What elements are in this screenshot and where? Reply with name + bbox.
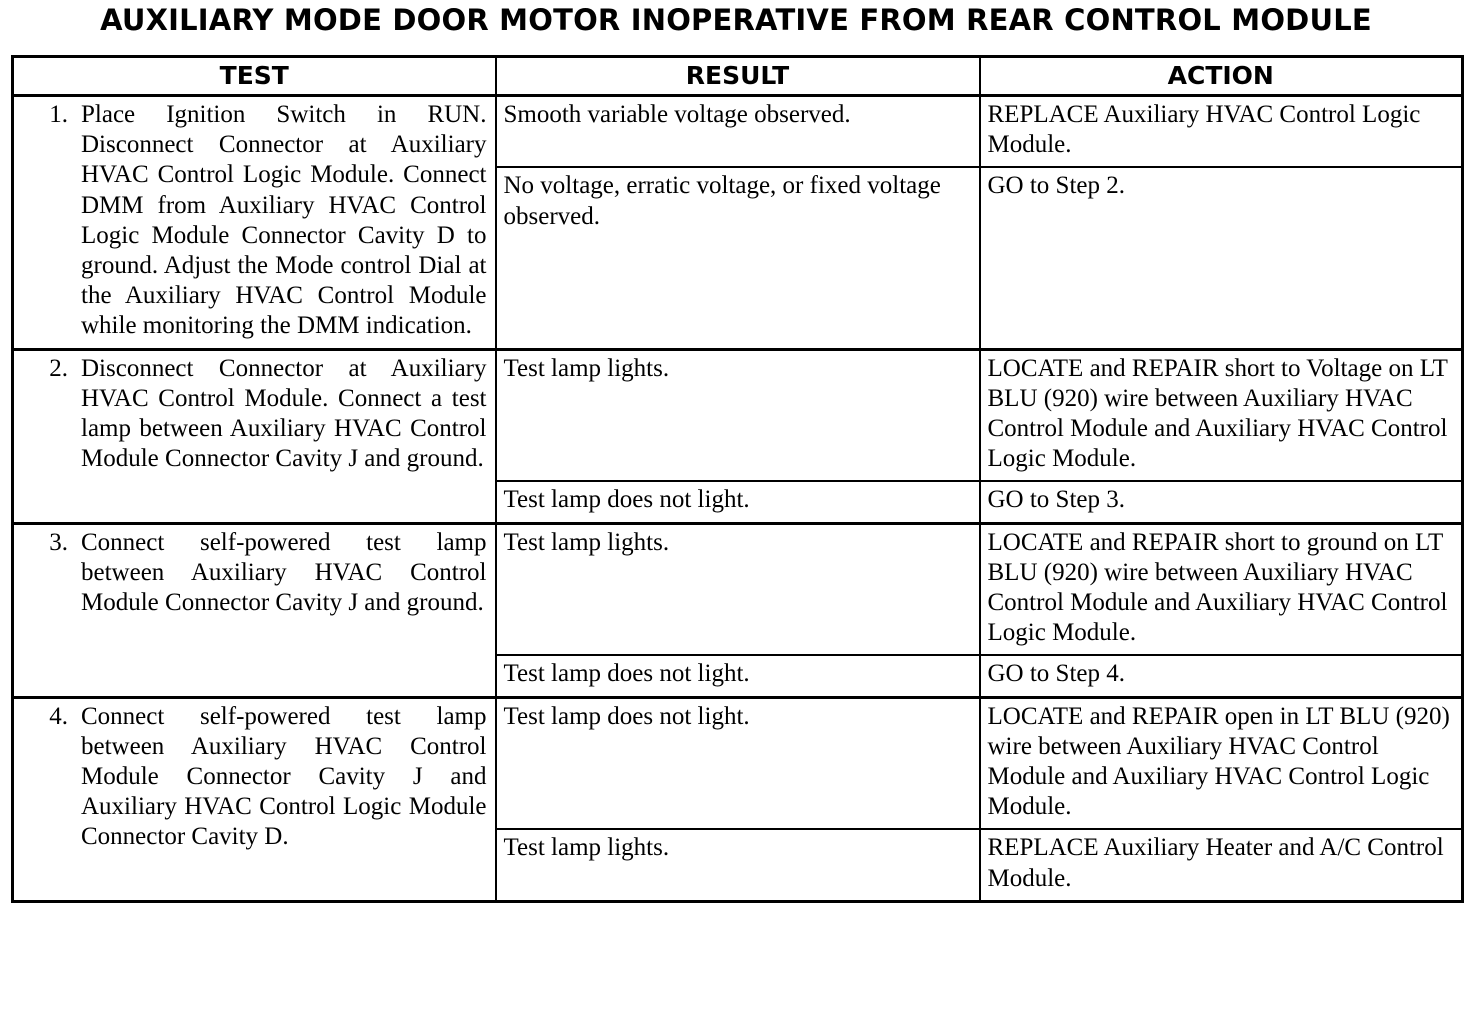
action-cell: LOCATE and REPAIR open in LT BLU (920) wire between Auxiliary HVAC Control Module and Auxiliary HVAC Control Logic Module. [980,697,1463,829]
test-cell [13,349,496,523]
test-cell [13,96,496,350]
page-title: AUXILIARY MODE DOOR MOTOR INOPERATIVE FROM REAR CONTROL MODULE [100,3,1372,37]
action-cell: GO to Step 3. [980,481,1463,523]
result-cell: Test lamp does not light. [496,655,980,697]
column-header-test: TEST [13,57,496,96]
table-row [13,697,1463,829]
test-procedure: Connect self-powered test lamp between Auxiliary HVAC Control Module Connector Cavity J and Auxiliary HVAC Control Logic Module Connector Cavity D. [81,702,487,851]
action-cell: LOCATE and REPAIR short to ground on LT BLU (920) wire between Auxiliary HVAC Control Module and Auxiliary HVAC Control Logic Module. [980,523,1463,655]
result-cell: Test lamp does not light. [496,481,980,523]
header-row [13,57,1463,96]
result-cell: Smooth variable voltage observed. [496,96,980,168]
test-procedure: Place Ignition Switch in RUN. Disconnect Connector at Auxiliary HVAC Control Logic Module. Connect DMM from Auxiliary HVAC Control Logic Module Connector Cavity D to ground. Adjust the Mode control Dial at the Auxiliary HVAC Control Module while monitoring the DMM indication. [81,101,487,340]
result-cell: Test lamp lights. [496,523,980,655]
step-number: 1. [49,101,68,128]
step-number: 2. [49,354,68,382]
table-row [13,523,1463,655]
result-cell: Test lamp lights. [496,829,980,901]
action-cell: REPLACE Auxiliary Heater and A/C Control Module. [980,829,1463,901]
diagnostic-table [11,55,1464,903]
action-cell: LOCATE and REPAIR short to Voltage on LT BLU (920) wire between Auxiliary HVAC Control Module and Auxiliary HVAC Control Logic Module. [980,349,1463,481]
table-row [13,349,1463,481]
action-cell: REPLACE Auxiliary HVAC Control Logic Module. [980,96,1463,168]
step-number: 3. [49,528,68,556]
result-cell: Test lamp does not light. [496,697,980,829]
column-header-result: RESULT [496,57,980,96]
step-number: 4. [49,702,68,730]
result-cell: Test lamp lights. [496,349,980,481]
test-procedure: Connect self-powered test lamp between Auxiliary HVAC Control Module Connector Cavity J and ground. [81,528,487,617]
table-row [13,96,1463,168]
result-cell: No voltage, erratic voltage, or fixed voltage observed. [496,167,980,349]
test-cell [13,523,496,697]
test-cell [13,697,496,901]
action-cell: GO to Step 4. [980,655,1463,697]
test-procedure: Disconnect Connector at Auxiliary HVAC Control Module. Connect a test lamp between Auxiliary HVAC Control Module Connector Cavity J and ground. [81,354,487,473]
column-header-action: ACTION [980,57,1463,96]
action-cell: GO to Step 2. [980,167,1463,349]
